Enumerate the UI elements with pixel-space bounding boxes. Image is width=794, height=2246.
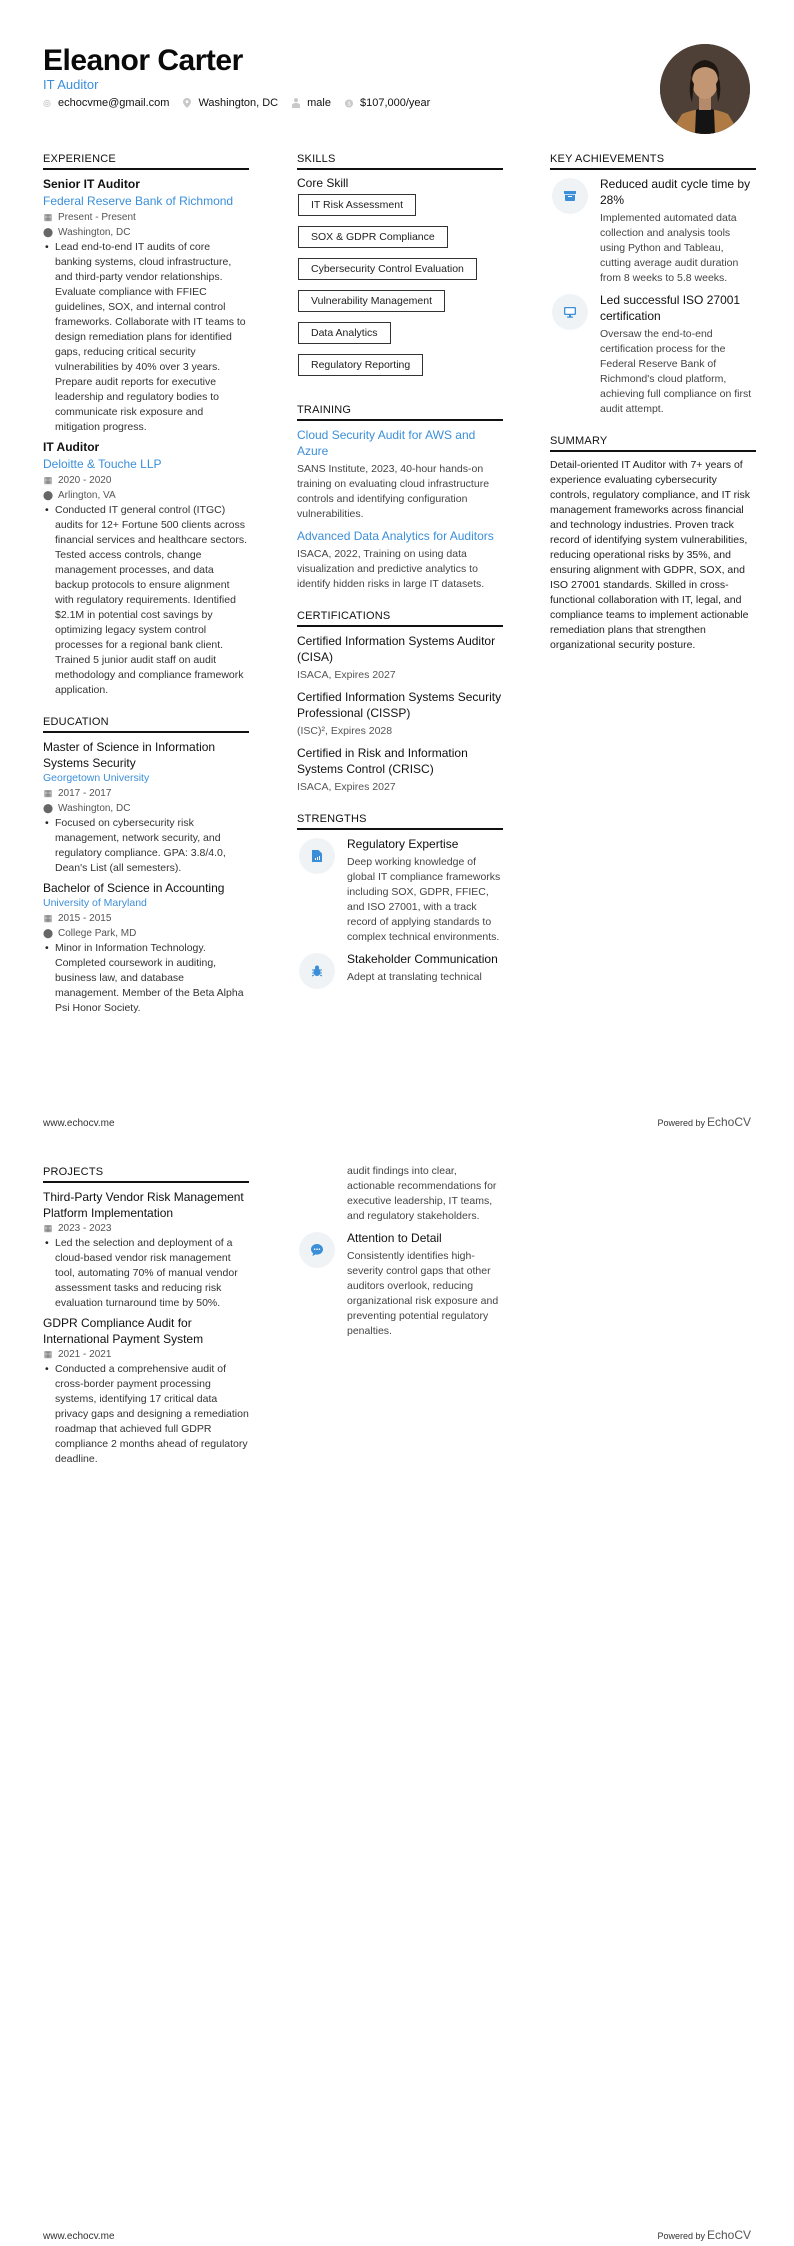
- summary-text: Detail-oriented IT Auditor with 7+ years of experience evaluating cybersecurity controls, regulatory compliance, and IT risk management frameworks across financial and technology industries. Proven track record of identifying system vulnerabilities, reducing operational risks by 35%, and ensuring alignment with GDPR, SOX, and ISO 27001 standards. Skilled in cross-functional collaboration with IT, legal, and compliance teams to implement actionable remediation plans that strengthen organizational security posture.: [550, 459, 750, 651]
- skill-group-label: Core Skill: [297, 176, 349, 190]
- calendar-icon: ▦: [43, 913, 53, 923]
- certifications-heading: CERTIFICATIONS: [297, 610, 503, 627]
- skill-tag: SOX & GDPR Compliance: [298, 226, 448, 248]
- strength-description: Adept at translating technical: [347, 971, 482, 983]
- calendar-icon: ▦: [43, 475, 53, 485]
- certification-name: Certified Information Systems Auditor (CISA): [297, 634, 496, 664]
- project-description: • Conducted a comprehensive audit of cross-border payment processing systems, identifying 17 critical data privacy gaps and designing a remediation roadmap that achieved full GDPR compliance 2 months ahead of regulatory deadline.: [43, 1362, 249, 1467]
- strengths-section: [297, 813, 503, 989]
- summary-section: [550, 435, 756, 653]
- project-name: Third-Party Vendor Risk Management Platform Implementation: [43, 1190, 244, 1220]
- monitor-icon: [552, 294, 588, 330]
- skill-tag: Data Analytics: [298, 322, 391, 344]
- skill-tag: Cybersecurity Control Evaluation: [298, 258, 477, 280]
- job-description: • Lead end-to-end IT audits of core banking systems, cloud infrastructure, and third-party vendor relationships. Evaluate compliance with FFIEC guidelines, SOX, and internal control frameworks. Collaborate with IT teams to design remediation plans for identified gaps, reducing critical security vulnerabilities by 40% over 3 years. Prepare audit reports for executive leadership and regulatory bodies to communicate risk exposure and mitigation progress.: [43, 240, 249, 435]
- skill-tag: Regulatory Reporting: [298, 354, 423, 376]
- achievement-description: Oversaw the end-to-end certification process for the Federal Reserve Bank of Richmond's cloud platform, achieving full compliance on first audit attempt.: [600, 328, 752, 415]
- dollar-icon: [345, 99, 353, 107]
- middle-column: [297, 153, 503, 1007]
- strength-title: Stakeholder Communication: [347, 952, 498, 966]
- strength-item-continued: [297, 1164, 503, 1224]
- education-section: [43, 716, 249, 1016]
- summary-heading: SUMMARY: [550, 435, 756, 452]
- strength-description: audit findings into clear, actionable recommendations for executive leadership, IT teams, and regulatory stakeholders.: [347, 1165, 497, 1222]
- strength-title: Attention to Detail: [347, 1231, 442, 1245]
- strength-title: Regulatory Expertise: [347, 837, 459, 851]
- experience-item: [43, 439, 249, 698]
- strengths-heading: STRENGTHS: [297, 813, 503, 830]
- job-location: ⬤ Washington, DC: [42, 227, 131, 238]
- edu-dates: ▦ 2017 - 2017: [43, 788, 112, 799]
- contact-salary-text: $107,000/year: [359, 97, 431, 109]
- employer: Deloitte & Touche LLP: [43, 457, 162, 471]
- skill-tag: Vulnerability Management: [298, 290, 445, 312]
- education-item: [43, 739, 249, 876]
- calendar-icon: ▦: [43, 1223, 53, 1233]
- footer-powered: Powered by EchoCV: [657, 2228, 751, 2242]
- right-column: [550, 153, 756, 671]
- strength-item: [297, 951, 503, 989]
- resume-page-2: [0, 1123, 794, 2246]
- certification-issuer: ISACA, Expires 2027: [297, 781, 396, 793]
- page-footer: [43, 2226, 751, 2244]
- candidate-name: Eleanor Carter: [43, 44, 243, 77]
- job-description: • Conducted IT general control (ITGC) audits for 12+ Fortune 500 clients across financial services and healthcare sectors. Tested access controls, change management processes, and data backup protocols to ensure alignment with regulatory requirements. Identified $2.1M in potential cost savings by optimizing legacy system control processes for a regional bank client. Trained 5 junior audit staff on audit methodology and compliance framework application.: [43, 503, 249, 698]
- location-icon: ⬤: [42, 803, 54, 813]
- at-icon: [43, 99, 51, 107]
- achievement-item: [550, 292, 756, 417]
- contact-email-text: echocvme@gmail.com: [58, 97, 170, 109]
- edu-dates: ▦ 2015 - 2015: [43, 913, 112, 924]
- certifications-section: [297, 610, 503, 795]
- contact-gender: [292, 97, 331, 109]
- chat-bubble-icon: [299, 1232, 335, 1268]
- calendar-icon: ▦: [43, 1349, 53, 1359]
- job-dates: ▦ Present - Present: [43, 212, 136, 223]
- avatar: [660, 44, 750, 134]
- experience-item: [43, 176, 249, 435]
- job-title: IT Auditor: [43, 440, 100, 454]
- svg-text:$: $: [347, 101, 351, 108]
- document-chart-icon: [299, 838, 335, 874]
- projects-heading: PROJECTS: [43, 1166, 249, 1183]
- person-icon: [292, 99, 300, 107]
- project-item: [43, 1189, 249, 1311]
- job-location: ⬤ Arlington, VA: [42, 490, 116, 501]
- calendar-icon: ▦: [43, 212, 53, 222]
- project-description: • Led the selection and deployment of a cloud-based vendor risk management tool, automating 70% of manual vendor assessment tasks and reducing risk evaluation turnaround time by 50%.: [43, 1236, 249, 1311]
- experience-heading: EXPERIENCE: [43, 153, 249, 170]
- footer-powered: Powered by EchoCV: [657, 1115, 751, 1129]
- certification-issuer: (ISC)², Expires 2028: [297, 725, 393, 737]
- school: University of Maryland: [43, 897, 147, 909]
- candidate-role: IT Auditor: [43, 77, 99, 92]
- education-item: [43, 880, 249, 1016]
- middle-column-page2: [297, 1164, 503, 1345]
- project-item: [43, 1315, 249, 1467]
- job-dates: ▦ 2020 - 2020: [43, 475, 112, 486]
- footer-brand[interactable]: EchoCV: [706, 1115, 751, 1129]
- contact-email[interactable]: [43, 97, 169, 109]
- employer: Federal Reserve Bank of Richmond: [43, 194, 234, 208]
- contact-location: [183, 97, 278, 109]
- strength-item: [297, 1230, 503, 1339]
- achievement-title: Led successful ISO 27001 certification: [600, 293, 741, 323]
- certification-name: Certified Information Systems Security Professional (CISSP): [297, 690, 502, 720]
- achievement-title: Reduced audit cycle time by 28%: [600, 177, 751, 207]
- achievements-section: [550, 153, 756, 417]
- strength-description: Deep working knowledge of global IT compliance frameworks including SOX, GDPR, FFIEC, and ISO 27001, with a track record of applying standards to complex technical environments.: [347, 856, 501, 943]
- training-description: ISACA, 2022, Training on using data visualization and predictive analytics to identify hidden risks in large IT datasets.: [297, 548, 485, 590]
- certification-name: Certified in Risk and Information Systems Control (CRISC): [297, 746, 468, 776]
- location-icon: ⬤: [42, 490, 54, 500]
- projects-section: [43, 1166, 249, 1467]
- edu-description: • Focused on cybersecurity risk management, network security, and regulatory compliance. GPA: 3.8/4.0, Dean's List (all semesters).: [43, 816, 249, 876]
- footer-brand[interactable]: EchoCV: [706, 2228, 751, 2242]
- degree: Master of Science in Information Systems Security: [43, 740, 216, 770]
- skill-list: [297, 194, 503, 386]
- training-name: Advanced Data Analytics for Auditors: [297, 529, 494, 543]
- footer-website-link[interactable]: www.echocv.me: [43, 2231, 115, 2242]
- left-column: [43, 153, 249, 1034]
- training-description: SANS Institute, 2023, 40-hour hands-on training on evaluating cloud infrastructure controls and identifying configuration vulnerabilities.: [297, 463, 490, 520]
- icon-spacer: [297, 1164, 347, 1224]
- skills-heading: SKILLS: [297, 153, 503, 170]
- achievements-heading: KEY ACHIEVEMENTS: [550, 153, 756, 170]
- edu-location: ⬤ Washington, DC: [42, 803, 131, 814]
- certification-issuer: ISACA, Expires 2027: [297, 669, 396, 681]
- contact-gender-text: male: [307, 97, 331, 109]
- contact-salary: [345, 97, 430, 109]
- footer-website-link[interactable]: www.echocv.me: [43, 1118, 115, 1129]
- skill-tag: IT Risk Assessment: [298, 194, 416, 216]
- location-icon: ⬤: [42, 928, 54, 938]
- left-column-page2: [43, 1166, 249, 1485]
- bug-icon: [299, 953, 335, 989]
- achievement-description: Implemented automated data collection and analysis tools using Python and Tableau, cutting average audit duration from 8 weeks to 5.8 weeks.: [600, 212, 739, 284]
- experience-section: [43, 153, 249, 698]
- skills-section: [297, 153, 503, 386]
- education-heading: EDUCATION: [43, 716, 249, 733]
- calendar-icon: ▦: [43, 788, 53, 798]
- edu-description: • Minor in Information Technology. Completed coursework in auditing, business law, and database management. Member of the Beta Alpha Psi Honor Society.: [43, 941, 249, 1016]
- school: Georgetown University: [43, 772, 150, 784]
- job-title: Senior IT Auditor: [43, 177, 140, 191]
- training-heading: TRAINING: [297, 404, 503, 421]
- strength-description: Consistently identifies high-severity control gaps that other auditors overlook, reducing organizational risk exposure and preventing potential regulatory penalties.: [347, 1250, 499, 1337]
- archive-icon: [552, 178, 588, 214]
- degree: Bachelor of Science in Accounting: [43, 881, 225, 895]
- achievement-item: [550, 176, 756, 286]
- strength-item: [297, 836, 503, 945]
- contact-location-text: Washington, DC: [198, 97, 279, 109]
- location-icon: ⬤: [42, 227, 54, 237]
- contact-info: [43, 97, 444, 109]
- training-section: [297, 404, 503, 592]
- project-dates: ▦ 2021 - 2021: [43, 1349, 112, 1360]
- project-dates: ▦ 2023 - 2023: [43, 1223, 112, 1234]
- edu-location: ⬤ College Park, MD: [42, 928, 137, 939]
- training-name: Cloud Security Audit for AWS and Azure: [297, 428, 476, 458]
- location-icon: [183, 99, 191, 107]
- project-name: GDPR Compliance Audit for International Payment System: [43, 1316, 204, 1346]
